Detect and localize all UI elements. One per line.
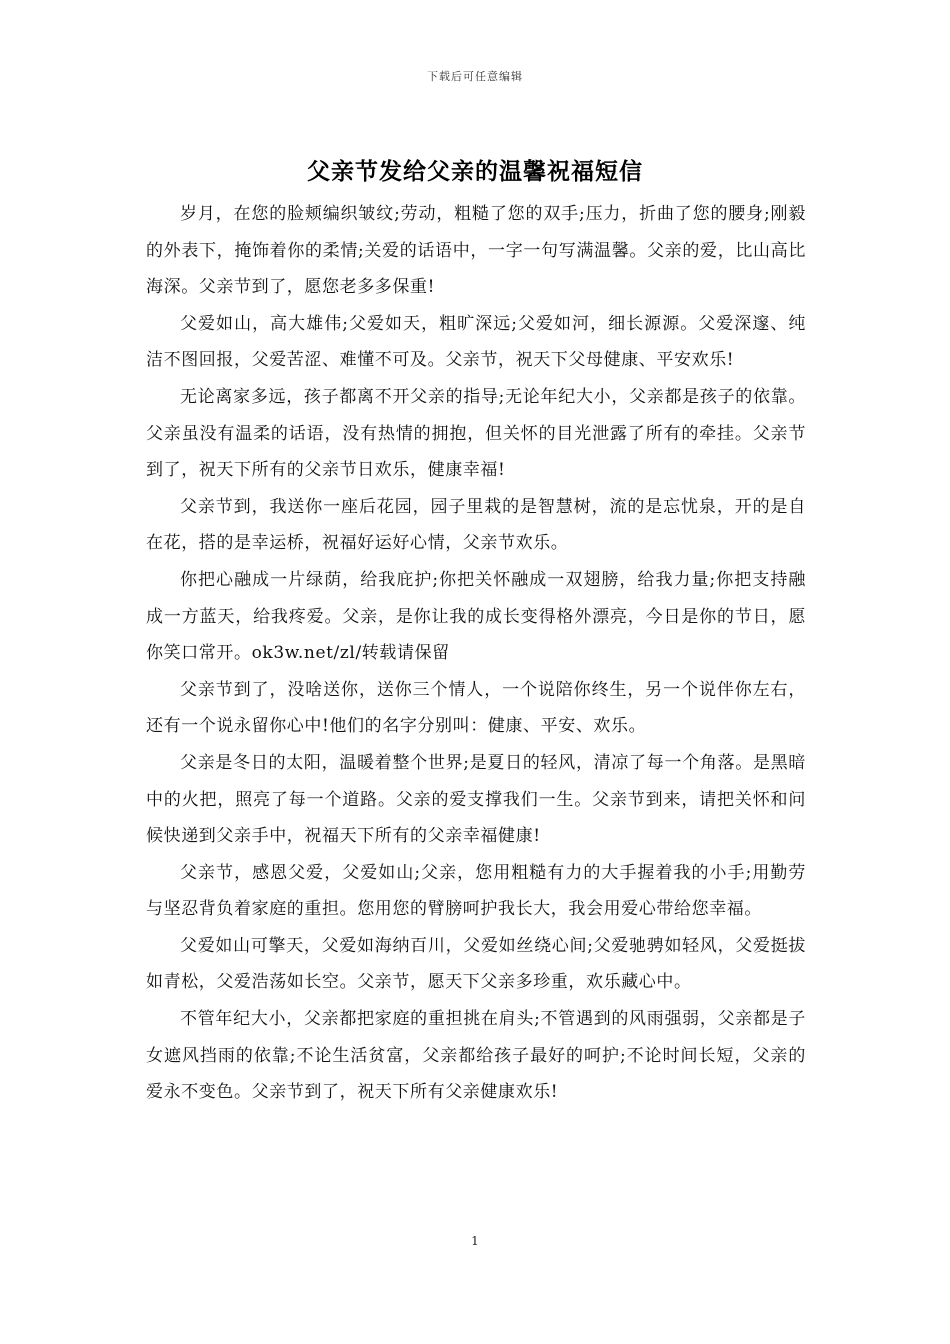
paragraph: 父亲是冬日的太阳，温暖着整个世界;是夏日的轻风，清凉了每一个角落。是黑暗中的火把，照亮了每一个道路。父亲的爱支撑我们一生。父亲节到来，请把关怀和问候快递到父亲手中，祝福天下所有的父亲幸福健康! bbox=[146, 752, 806, 847]
paragraph: 你把心融成一片绿荫，给我庇护;你把关怀融成一双翅膀，给我力量;你把支持融成一方蓝天，给我疼爱。父亲，是你让我的成长变得格外漂亮，今日是你的节日，愿你笑口常开。ok3w.net/zl/转载请保留 bbox=[146, 569, 806, 664]
paragraph: 不管年纪大小，父亲都把家庭的重担挑在肩头;不管遇到的风雨强弱，父亲都是子女遮风挡雨的依靠;不论生活贫富，父亲都给孩子最好的呵护;不论时间长短，父亲的爱永不变色。父亲节到了，祝天下所有父亲健康欢乐! bbox=[146, 1009, 806, 1103]
paragraph: 父亲节，感恩父爱，父爱如山;父亲，您用粗糙有力的大手握着我的小手;用勤劳与坚忍背负着家庭的重担。您用您的臂膀呵护我长大，我会用爱心带给您幸福。 bbox=[146, 862, 806, 920]
header-note: 下载后可任意编辑 bbox=[427, 70, 523, 83]
paragraph: 无论离家多远，孩子都离不开父亲的指导;无论年纪大小，父亲都是孩子的依靠。父亲虽没有温柔的话语，没有热情的拥抱，但关怀的目光泄露了所有的牵挂。父亲节到了，祝天下所有的父亲节日欢乐，健康幸福! bbox=[146, 386, 806, 481]
document-body bbox=[146, 196, 806, 1111]
paragraph: 父爱如山可擎天，父爱如海纳百川，父爱如丝绕心间;父爱驰骋如轻风，父爱挺拔如青松，父爱浩荡如长空。父亲节，愿天下父亲多珍重，欢乐藏心中。 bbox=[146, 935, 806, 993]
paragraph: 父亲节到了，没啥送你，送你三个情人，一个说陪你终生，另一个说伴你左右，还有一个说永留你心中!他们的名字分别叫：健康、平安、欢乐。 bbox=[146, 679, 806, 737]
paragraph: 父爱如山，高大雄伟;父爱如天，粗旷深远;父爱如河，细长源源。父爱深邃、纯洁不图回报，父爱苦涩、难懂不可及。父亲节，祝天下父母健康、平安欢乐! bbox=[146, 313, 806, 371]
paragraph: 岁月，在您的脸颊编织皱纹;劳动，粗糙了您的双手;压力，折曲了您的腰身;刚毅的外表下，掩饰着你的柔情;关爱的话语中，一字一句写满温馨。父亲的爱，比山高比海深。父亲节到了，愿您老多多保重! bbox=[146, 204, 806, 298]
document-title: 父亲节发给父亲的温馨祝福短信 bbox=[307, 158, 643, 185]
paragraph: 父亲节到，我送你一座后花园，园子里栽的是智慧树，流的是忘忧泉，开的是自在花，搭的是幸运桥，祝福好运好心情，父亲节欢乐。 bbox=[146, 496, 806, 554]
page-number: 1 bbox=[471, 1234, 479, 1248]
